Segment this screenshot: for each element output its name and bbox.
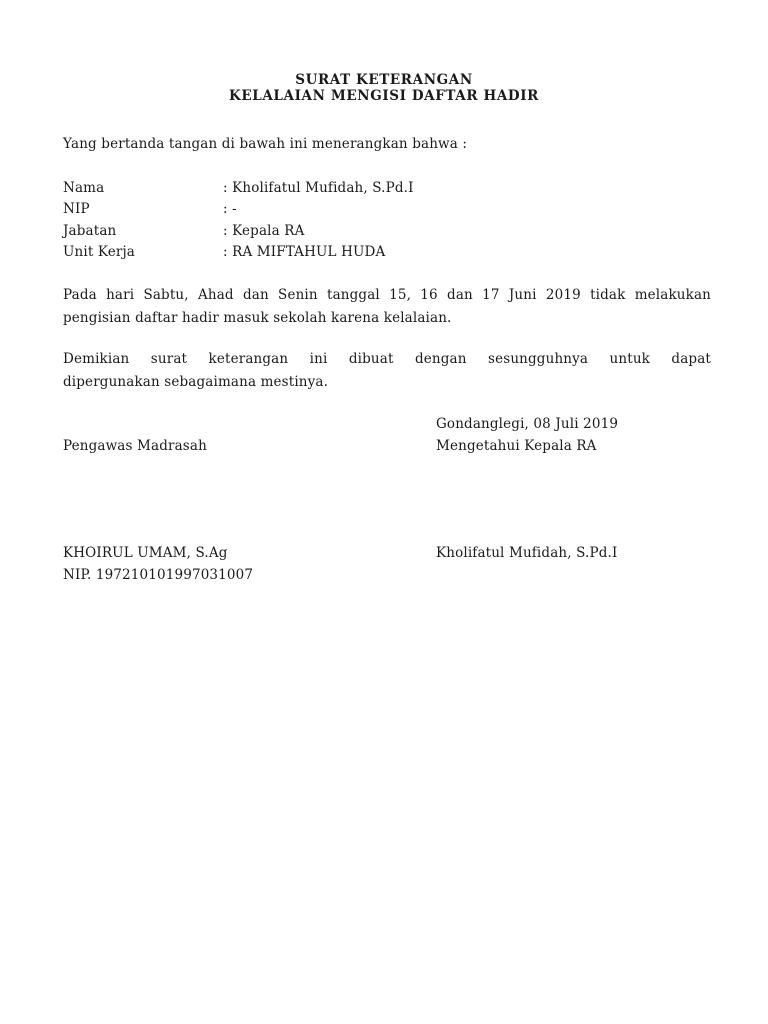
- field-label-nip: NIP: [63, 201, 90, 217]
- paragraph-statement-line1: Pada hari Sabtu, Ahad dan Senin tanggal 15, 16 dan 17 Juni 2019 tidak melakukan: [63, 287, 711, 303]
- field-value-unit-kerja: : RA MIFTAHUL HUDA: [223, 244, 386, 260]
- field-label-unit-kerja: Unit Kerja: [63, 244, 136, 260]
- left-signer-name: KHOIRUL UMAM, S.Ag: [63, 545, 228, 561]
- paragraph-closing: [63, 348, 711, 394]
- paragraph-closing-line2: dipergunakan sebagaimana mestinya.: [63, 374, 329, 390]
- paragraph-statement-line2: pengisian daftar hadir masuk sekolah karena kelalaian.: [63, 310, 452, 326]
- document-title: SURAT KETERANGAN: [295, 72, 473, 88]
- right-signer-role: Mengetahui Kepala RA: [436, 438, 597, 454]
- field-label-jabatan: Jabatan: [63, 223, 117, 239]
- paragraph-closing-line1: Demikian surat keterangan ini dibuat dengan sesungguhnya untuk dapat: [63, 351, 711, 367]
- left-signer-nip: NIP. 197210101997031007: [63, 567, 254, 583]
- place-date: Gondanglegi, 08 Juli 2019: [436, 416, 619, 432]
- right-signer-name: Kholifatul Mufidah, S.Pd.I: [436, 545, 618, 561]
- field-value-nip: : -: [223, 201, 237, 217]
- left-signer-role: Pengawas Madrasah: [63, 438, 207, 454]
- field-label-nama: Nama: [63, 180, 105, 196]
- document-subtitle: KELALAIAN MENGISI DAFTAR HADIR: [229, 88, 539, 104]
- paragraph-statement: [63, 284, 711, 330]
- field-value-nama: : Kholifatul Mufidah, S.Pd.I: [223, 180, 414, 196]
- intro-text: Yang bertanda tangan di bawah ini menerangkan bahwa :: [63, 136, 468, 152]
- field-value-jabatan: : Kepala RA: [223, 223, 305, 239]
